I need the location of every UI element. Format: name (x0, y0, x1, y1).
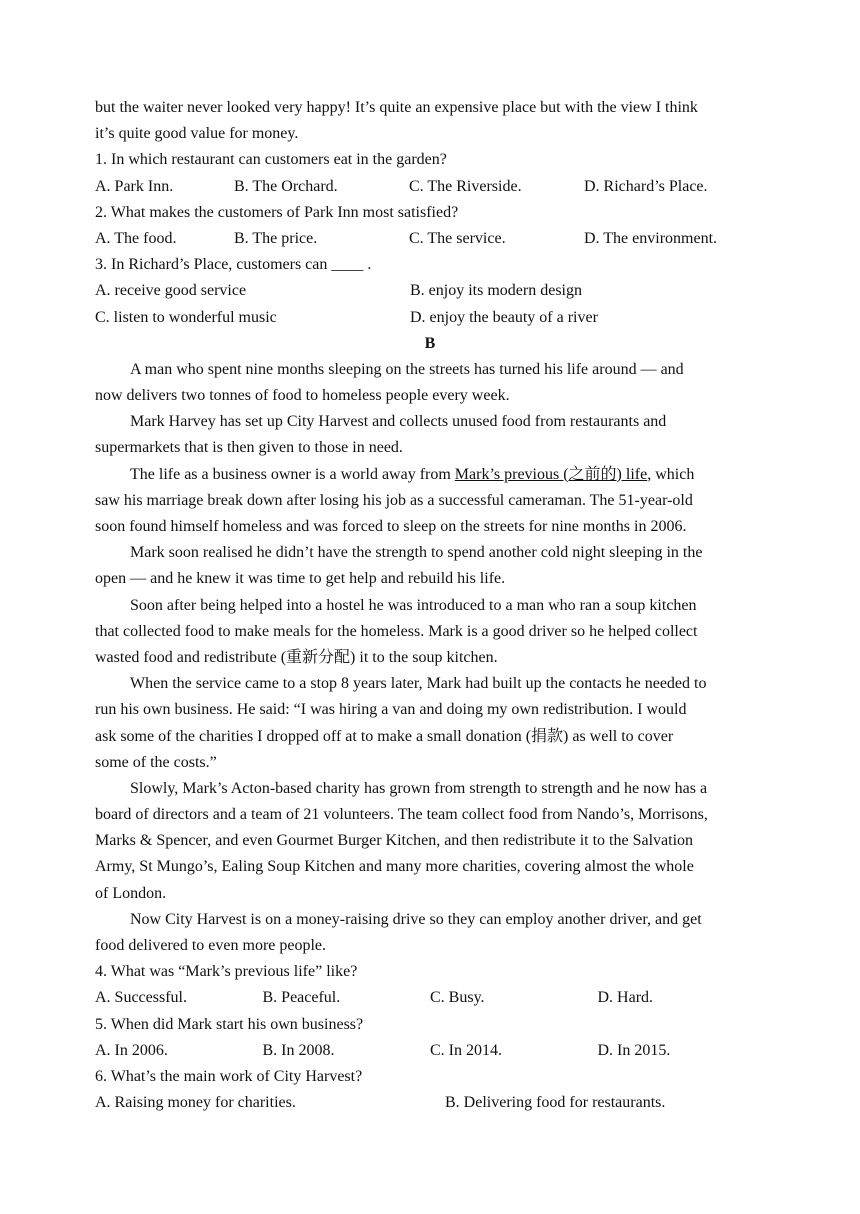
passage-text: it’s quite good value for money. (95, 125, 299, 143)
passage-text: ask some of the charities I dropped off at to make a small donation (捐款) as well to cover (95, 727, 674, 745)
answer-options (95, 305, 765, 331)
passage-text: soon found himself homeless and was forced to sleep on the streets for nine months in 2006. (95, 518, 687, 535)
passage-text: Soon after being helped into a hostel he was introduced to a man who ran a soup kitchen (130, 596, 697, 614)
passage-text: saw his marriage break down after losing his job as a successful cameraman. The 51-year-old (95, 491, 693, 509)
section-heading: B (424, 334, 436, 352)
option-d: D. Hard. (597, 989, 654, 1007)
passage-text: Slowly, Mark’s Acton-based charity has grown from strength to strength and he now has a (130, 779, 708, 797)
option-d: D. enjoy the beauty of a river (410, 308, 598, 326)
page-content (95, 95, 765, 1116)
option-b: B. The Orchard. (234, 177, 338, 195)
passage-text: open — and he knew it was time to get help and rebuild his life. (95, 570, 506, 588)
option-c: C. listen to wonderful music (95, 308, 277, 326)
option-c: C. The Riverside. (409, 177, 522, 195)
passage-text: Marks & Spencer, and even Gourmet Burger Kitchen, and then redistribute it to the Salvation (95, 832, 694, 850)
answer-options (95, 1090, 765, 1116)
answer-options (95, 278, 765, 304)
passage-text: food delivered to even more people. (95, 937, 327, 954)
option-a: A. Successful. (95, 989, 187, 1007)
question-stem: 3. In Richard’s Place, customers can ____ . (95, 256, 372, 274)
passage-text-segment: The life as a business owner is a world away from (130, 465, 455, 483)
answer-options (95, 1038, 765, 1064)
passage-text: of London. (95, 884, 167, 902)
passage-text: board of directors and a team of 21 volunteers. The team collect food from Nando’s, Morrisons, (95, 806, 708, 824)
option-a: A. receive good service (95, 282, 247, 300)
option-b: B. In 2008. (262, 1041, 335, 1059)
question-stem: 5. When did Mark start his own business? (95, 1015, 364, 1033)
passage-text: wasted food and redistribute (重新分配) it to the soup kitchen. (95, 648, 498, 666)
passage-text: run his own business. He said: “I was hiring a van and doing my own redistribution. I would (95, 701, 687, 719)
passage-text: supermarkets that is then given to those in need. (95, 439, 403, 457)
question-stem: 2. What makes the customers of Park Inn most satisfied? (95, 203, 459, 221)
question-stem: 6. What’s the main work of City Harvest? (95, 1067, 363, 1085)
passage-text: but the waiter never looked very happy! It’s quite an expensive place but with the view I think (95, 99, 698, 116)
passage-text (95, 462, 765, 488)
option-d: D. Richard’s Place. (584, 177, 708, 195)
option-b: B. Delivering food for restaurants. (445, 1094, 666, 1112)
passage-text-segment: , which (647, 465, 695, 483)
passage-text: Mark Harvey has set up City Harvest and collects unused food from restaurants and (130, 413, 667, 431)
passage-text: When the service came to a stop 8 years later, Mark had built up the contacts he needed to (130, 675, 707, 693)
passage-text: Now City Harvest is on a money-raising drive so they can employ another driver, and get (130, 910, 702, 928)
option-d: D. The environment. (584, 229, 718, 247)
question-stem: 1. In which restaurant can customers eat in the garden? (95, 151, 447, 169)
passage-text: A man who spent nine months sleeping on the streets has turned his life around — and (130, 360, 684, 378)
option-c: C. The service. (409, 229, 506, 247)
passage-text: now delivers two tonnes of food to homeless people every week. (95, 387, 510, 405)
option-c: C. Busy. (430, 989, 485, 1007)
option-b: B. The price. (234, 229, 318, 247)
passage-text: some of the costs.” (95, 753, 217, 771)
option-a: A. In 2006. (95, 1041, 168, 1059)
option-d: D. In 2015. (597, 1041, 671, 1059)
answer-options (95, 985, 765, 1011)
option-b: B. enjoy its modern design (410, 282, 582, 300)
answer-options (95, 174, 765, 200)
question-stem: 4. What was “Mark’s previous life” like? (95, 963, 358, 981)
option-a: A. Raising money for charities. (95, 1094, 296, 1112)
passage-text: Mark soon realised he didn’t have the strength to spend another cold night sleeping in the (130, 544, 703, 562)
underlined-phrase: Mark’s previous (之前的) life (454, 465, 648, 483)
option-a: A. Park Inn. (95, 177, 174, 195)
option-b: B. Peaceful. (262, 989, 341, 1007)
option-c: C. In 2014. (430, 1041, 502, 1059)
passage-text: that collected food to make meals for the homeless. Mark is a good driver so he helped collect (95, 622, 698, 640)
answer-options (95, 226, 765, 252)
passage-text: Army, St Mungo’s, Ealing Soup Kitchen and many more charities, covering almost the whole (95, 858, 694, 876)
option-a: A. The food. (95, 229, 177, 247)
